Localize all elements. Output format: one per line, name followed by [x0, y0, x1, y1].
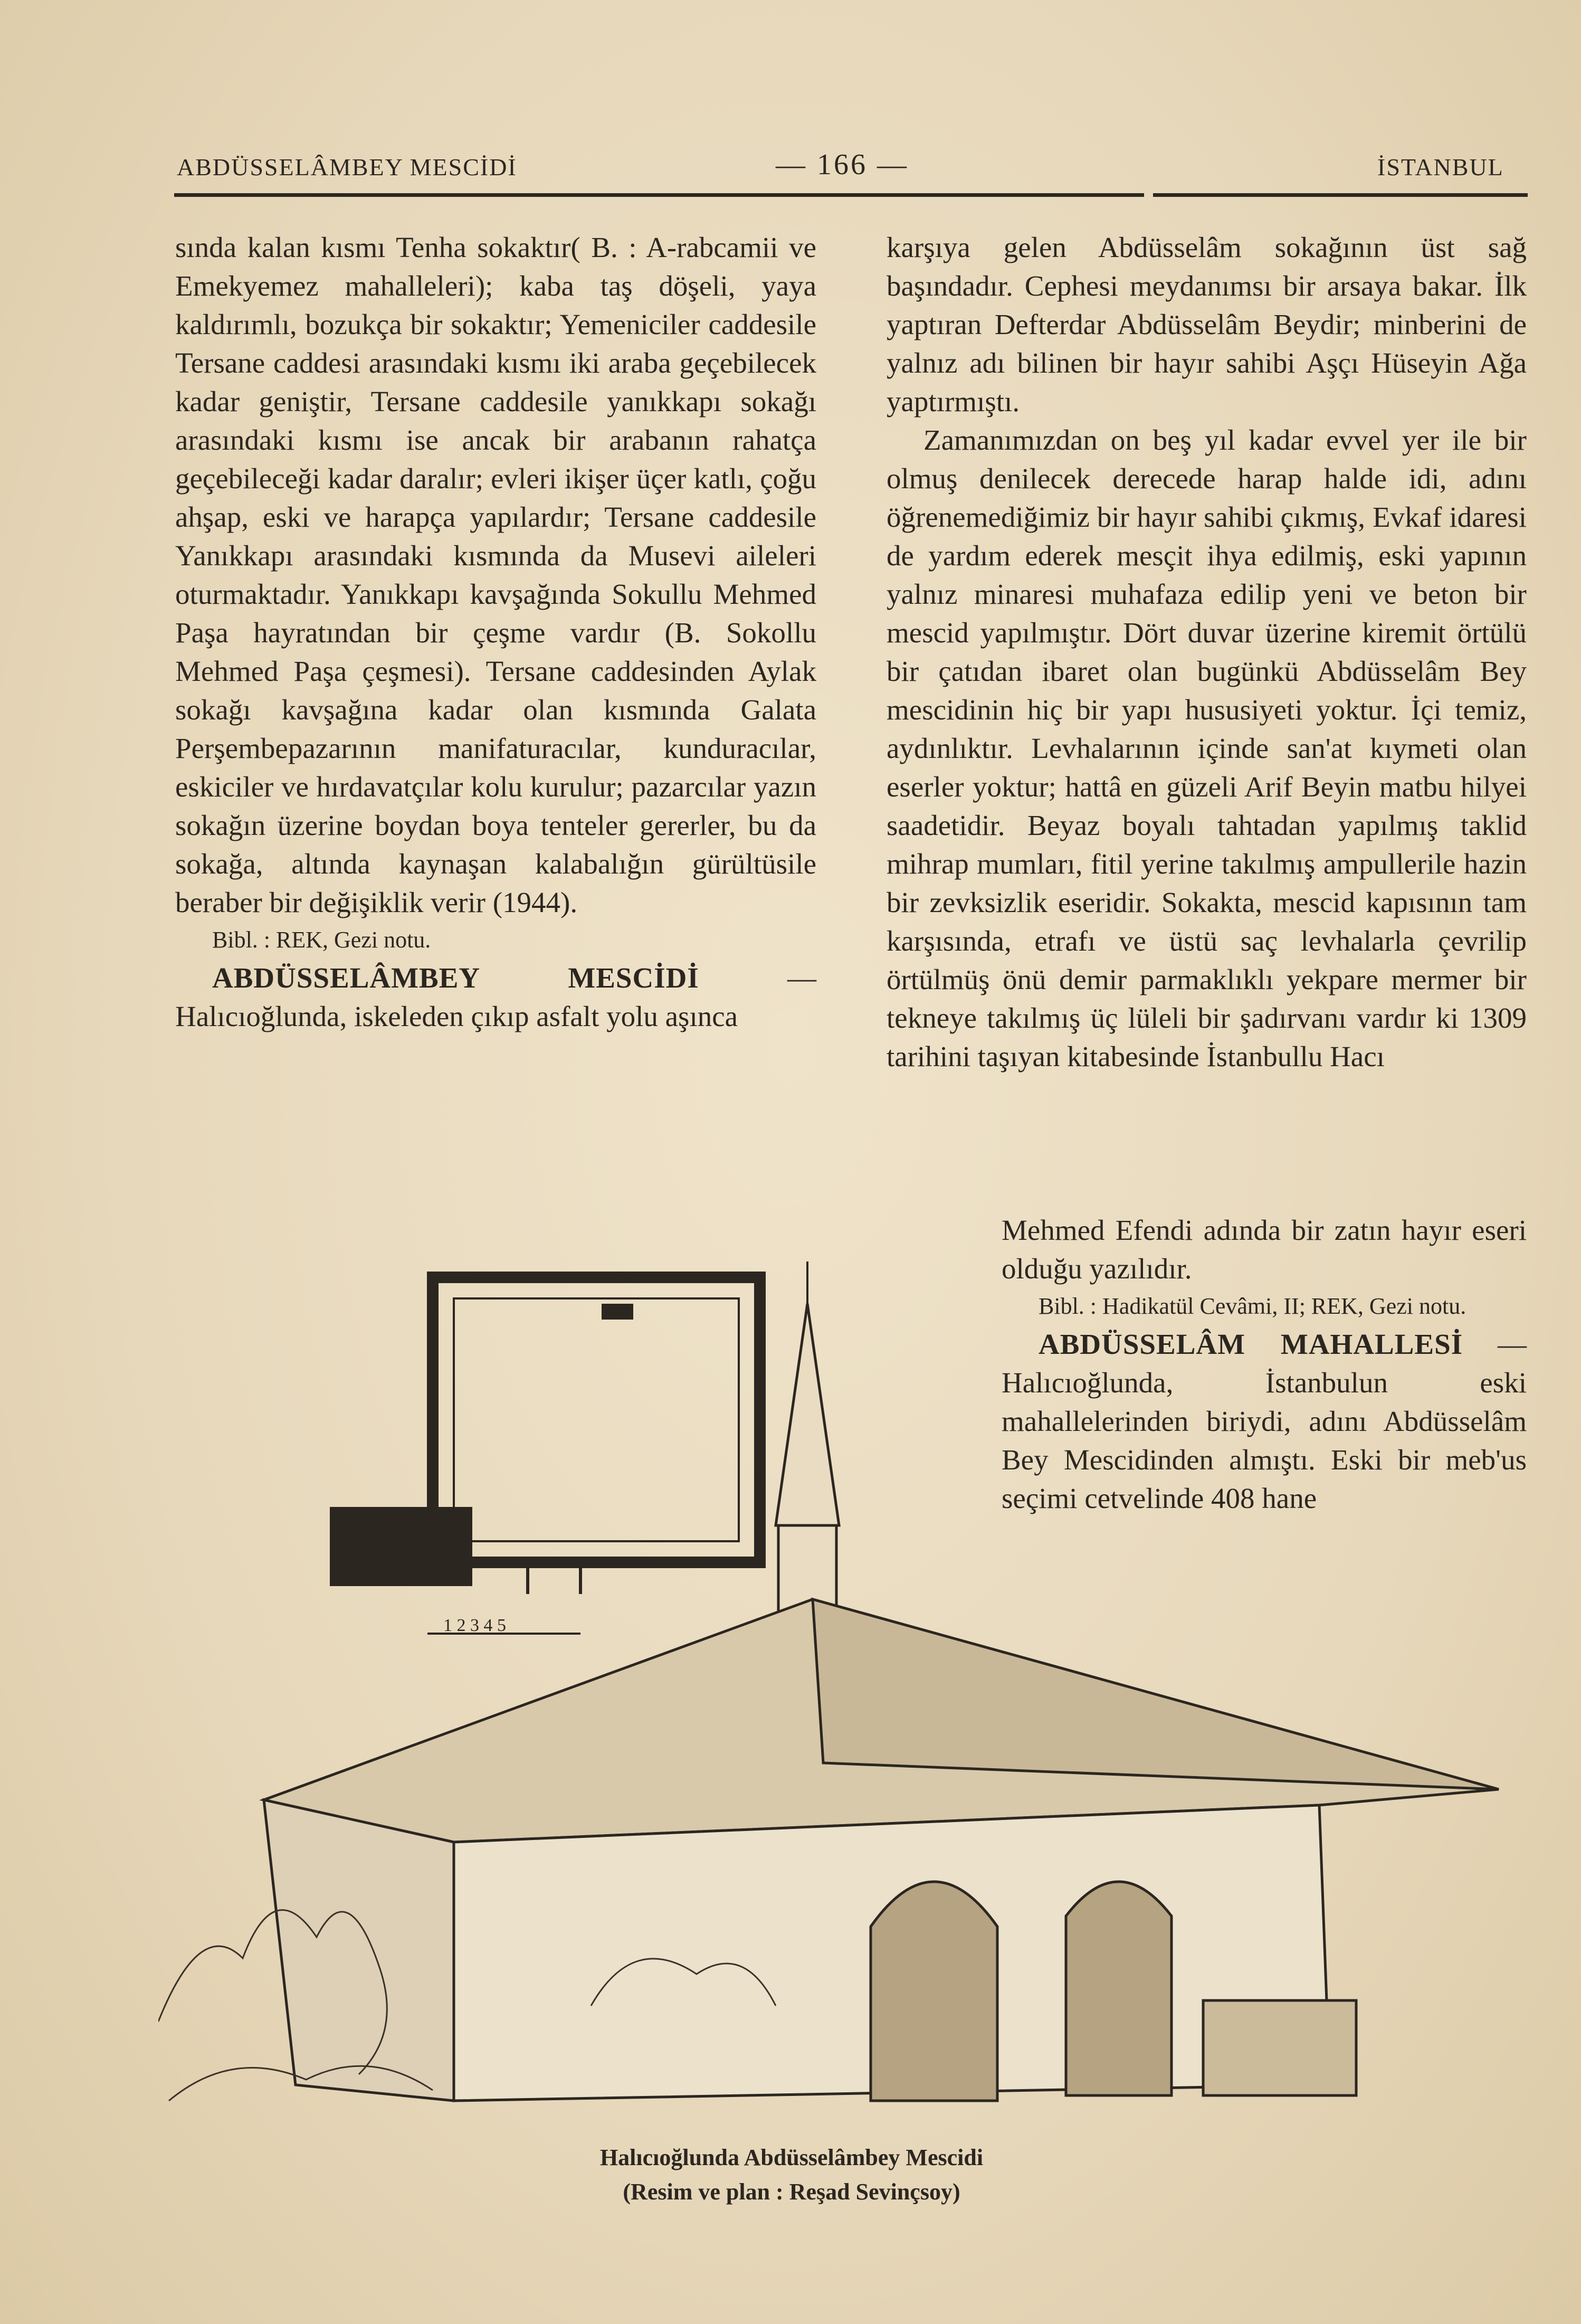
scale-bar-label: 1 2 3 4 5	[443, 1616, 506, 1635]
entry-abdusselambey-mescidi	[175, 959, 816, 1036]
figure-credit: (Resim ve plan : Reşad Sevinçsoy)	[623, 2179, 960, 2205]
right-column	[887, 228, 1527, 1076]
left-column	[175, 228, 816, 1036]
figure-caption: Halıcıoğlunda Abdüsselâmbey Mescidi	[599, 2145, 984, 2170]
running-head-left: ABDÜSSELÂMBEY MESCİDİ	[177, 154, 517, 181]
left-paragraph: sında kalan kısmı Tenha sokaktır( B. : A-rabcamii ve Emekyemez mahalleleri); kaba taş döşeli, yaya kaldırımlı, bozukça bir sokaktır; Yemeniciler caddesile Tersane caddesi arasındaki kısmı iki araba geçebilecek kadar geniştir, Tersane caddesile yanıkkapı sokağı arasındaki kısmı ise ancak bir arabanın rahatça geçebileceği kadar daralır; evleri ikişer üçer katlı, çoğu ahşap, eski ve harapça yapılardır; Tersane caddesile Yanıkkapı arasındaki kısmında da Musevi aileleri oturmaktadır. Yanıkkapı kavşağında Sokullu Mehmed Paşa hayratından bir çeşme vardır (B. Sokollu Mehmed Paşa çeşmesi). Tersane caddesinden Aylak sokağı kavşağına kadar olan kısmında Galata Perşembepazarının manifaturacılar, kunduracılar, eskiciler ve hırdavatçılar kolu kurulur; pazarcılar yazın sokağın üzerine boydan boya tenteler gererler, bu da sokağa, altında kaynaşan kalabalığın gürültüsile beraber bir değişiklik verir (1944).	[175, 231, 816, 918]
mosque-building	[264, 1599, 1499, 2101]
floor-plan	[332, 1277, 760, 1594]
right-paragraph-2-continued: Mehmed Efendi adında bir zatın hayır eseri olduğu yazılıdır.	[1002, 1214, 1527, 1285]
page-number: — 166 —	[776, 148, 909, 181]
right-paragraph-2: Zamanımızdan on beş yıl kadar evvel yer ile bir olmuş denilecek derecede harap halde idi, adını öğrenemediğimiz bir hayır sahibi çıkmış, Evkaf idaresi de yardım ederek mesçit ihya edilmiş, eski yapının yalnız minaresi muhafaza edilip yeni ve beton bir mescid yapılmıştır. Dört duvar üzerine kiremit örtülü bir çatıdan ibaret olan bugünkü Abdüsselâm Bey mescidinin hiç bir yapı hususiyeti yoktur. İçi temiz, aydınlıktır. Levhalarının içinde san'at kıymeti olan eserler yoktur; hattâ en güzeli Arif Beyin matbu hilyei saadetidir. Beyaz boyalı tahtadan yapılmış taklid mihrap mumları, fitil yerine takılmış ampullerile hazin bir zevksizlik eseridir. Sokakta, mescid kapısının tam karşısında, etrafı ve üstü saç levhalarla çevrilip örtülmüş önü demir parmaklıklı yekpare mermer bir tekneye takılmış üç lüleli bir şadırvanı vardır ki 1309 tarihini taşıyan kitabesinde İstanbullu Hacı	[887, 424, 1527, 1073]
left-bibliography: Bibl. : REK, Gezi notu.	[212, 927, 431, 953]
running-head-right: İSTANBUL	[1377, 154, 1504, 181]
right-bibliography: Bibl. : Hadikatül Cevâmi, II; REK, Gezi notu.	[1039, 1293, 1466, 1319]
header-rule-left	[174, 193, 1144, 197]
right-paragraph-1: karşıya gelen Abdüsselâm sokağının üst sağ başındadır. Cephesi meydanımsı bir arsaya bakar. İlk yaptıran Defterdar Abdüsselâm Beydir; minberini de yalnız adı bilinen bir hayır sahibi Aşçı Hüseyin Ağa yaptırmıştı.	[887, 231, 1527, 418]
entry-title: ABDÜSSELÂMBEY MESCİDİ	[212, 962, 699, 994]
scale-bar	[427, 1616, 580, 1635]
entry-title: ABDÜSSELÂM MAHALLESİ	[1039, 1328, 1463, 1360]
entry-text: — Halıcıoğlunda, iskeleden çıkıp asfalt yolu aşınca	[175, 962, 816, 1032]
entry-text: — Halıcıoğlunda, İstanbulun eski mahallelerinden biriydi, adını Abdüsselâm Bey Mescidinden almıştı. Eski bir meb'us seçimi cetvelinde 408 hane	[1002, 1328, 1527, 1514]
mosque-illustration	[158, 1230, 1530, 2127]
header-rule-right	[1153, 193, 1528, 197]
